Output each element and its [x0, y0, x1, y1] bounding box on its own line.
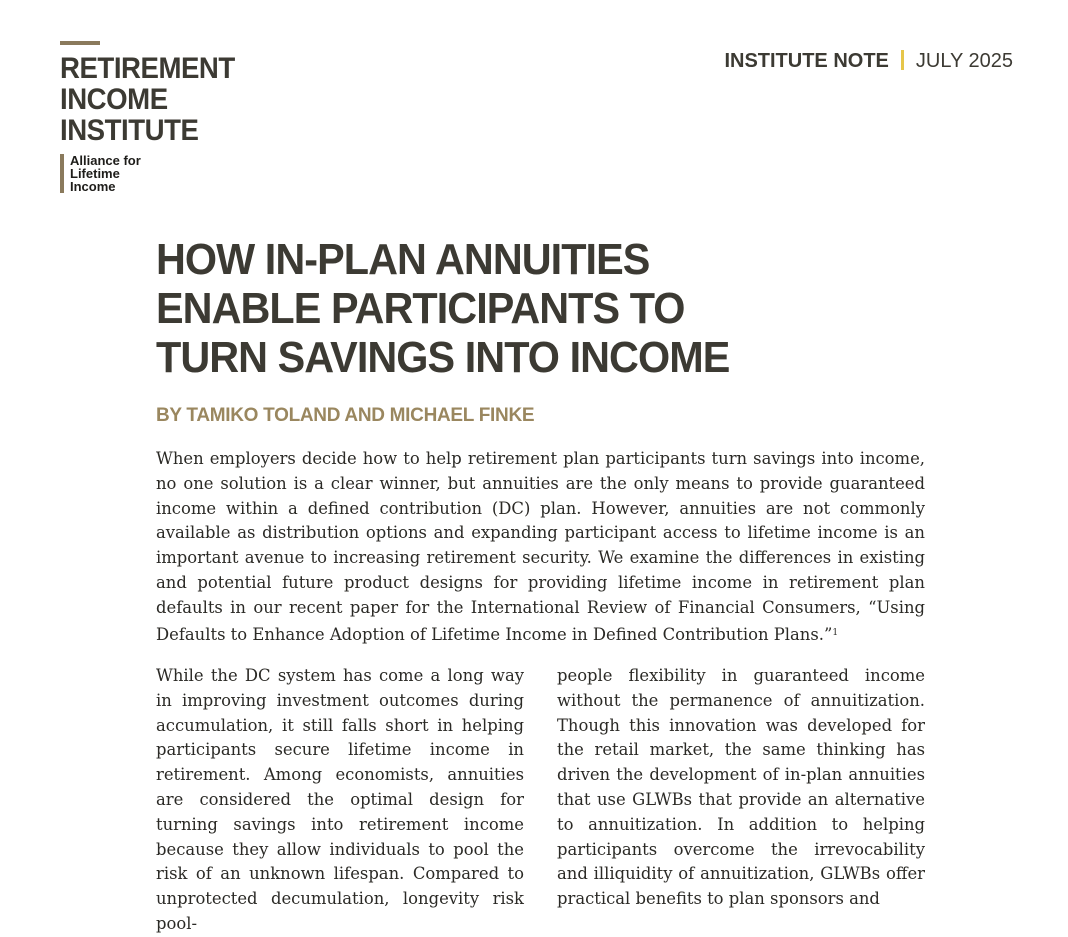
alliance-line-2: Lifetime: [70, 166, 120, 181]
logo-line-1: RETIREMENT: [60, 52, 235, 85]
page-title: [156, 235, 739, 382]
alliance-line-3: Income: [70, 179, 116, 194]
title-line-2: ENABLE PARTICIPANTS TO: [156, 284, 685, 333]
body-column-right: people flexibility in guaranteed income without the permanence of annuitization. Though this innovation was developed for the retail market, the same thinking has driven the development of in-plan annuities that use GLWBs that provide an alternative to annuitization. In addition to helping participants overcome the irrevocability and illiquidity of annuitization, GLWBs offer practical benefits to plan sponsors and: [557, 666, 925, 909]
body-column-left: While the DC system has come a long way in improving investment outcomes during accumulation, it still falls short in helping participants secure lifetime income in retirement. Among economists, annuities are considered the optimal design for turning savings into retirement income because they allow individuals to pool the risk of an unknown lifespan. Compared to unprotected decumulation, longevity risk pool-: [156, 666, 524, 933]
alliance-logo: [60, 154, 160, 193]
title-line-1: HOW IN-PLAN ANNUITIES: [156, 235, 650, 284]
author-byline: BY TAMIKO TOLAND AND MICHAEL FINKE: [156, 405, 535, 426]
logo-line-3: INSTITUTE: [60, 114, 199, 147]
header-date: JULY 2025: [915, 50, 1013, 72]
header-label: INSTITUTE NOTE: [724, 50, 889, 72]
intro-paragraph: [156, 447, 925, 647]
logo-accent-bar: [60, 41, 100, 45]
document-header: [724, 50, 1013, 73]
logo-line-2: INCOME: [60, 83, 168, 116]
alliance-line-1: Alliance for: [70, 153, 141, 168]
title-line-3: TURN SAVINGS INTO INCOME: [156, 333, 730, 382]
intro-text: When employers decide how to help retirement plan participants turn savings into income, no one solution is a clear winner, but annuities are the only means to provide guaranteed income within a defined contribution (DC) plan. However, annuities are not commonly available as distribution options and expanding participant access to lifetime income is an important avenue to increasing retirement security. We examine the differences in existing and potential future product designs for providing lifetime income in retirement plan defaults in our recent paper for the International Review of Financial Consumers, “Using Defaults to Enhance Adoption of Lifetime Income in Defined Contribution Plans.”: [156, 449, 925, 644]
institute-logo: [60, 41, 240, 193]
footnote-marker: 1: [832, 627, 839, 638]
header-separator: [901, 50, 904, 70]
